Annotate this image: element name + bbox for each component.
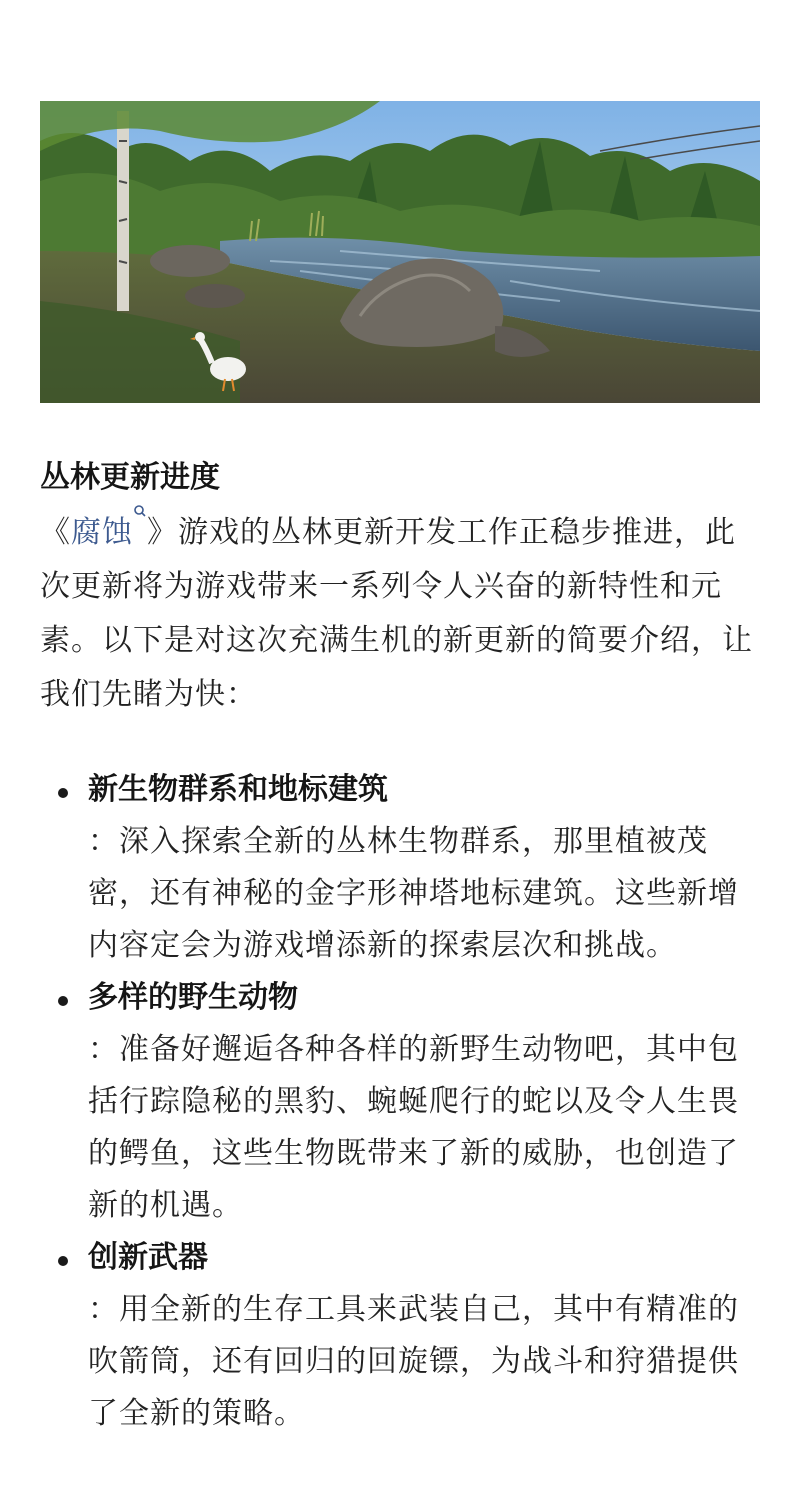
- bullet-dot-icon: [58, 1256, 68, 1266]
- list-item-title: 新生物群系和地标建筑: [88, 772, 388, 807]
- section-heading: 丛林更新进度: [40, 460, 220, 495]
- list-item-title: 多样的野生动物: [88, 980, 298, 1015]
- article-body: [40, 450, 760, 1440]
- list-item-title: 创新武器: [88, 1240, 208, 1275]
- list-item-description: ：用全新的生存工具来武装自己，其中有精准的吹箭筒，还有回归的回旋镖，为战斗和狩猎提供了全新的策略。: [88, 1292, 739, 1431]
- hero-image: [40, 101, 760, 403]
- intro-prefix: 《: [40, 515, 71, 550]
- intro-paragraph: [40, 506, 760, 722]
- intro-body: 》游戏的丛林更新开发工作正稳步推进，此次更新将为游戏带来一系列令人兴奋的新特性和元素。以下是对这次充满生机的新更新的简要介绍，让我们先睹为快：: [40, 515, 753, 712]
- wiki-link-corrosion[interactable]: [71, 515, 147, 550]
- wiki-link-label: 腐蚀: [71, 515, 133, 550]
- bullet-dot-icon: [58, 788, 68, 798]
- list-item-description: ：深入探索全新的丛林生物群系，那里植被茂密，还有神秘的金字形神塔地标建筑。这些新增内容定会为游戏增添新的探索层次和挑战。: [88, 824, 739, 963]
- bullet-dot-icon: [58, 996, 68, 1006]
- list-item: [40, 764, 760, 972]
- feature-list: [40, 764, 760, 1440]
- search-icon: [133, 504, 147, 524]
- jungle-river-landscape-image: [40, 101, 760, 403]
- list-item: [40, 1232, 760, 1440]
- list-item: [40, 972, 760, 1232]
- list-item-description: ：准备好邂逅各种各样的新野生动物吧，其中包括行踪隐秘的黑豹、蜿蜒爬行的蛇以及令人生畏的鳄鱼，这些生物既带来了新的威胁，也创造了新的机遇。: [88, 1032, 739, 1223]
